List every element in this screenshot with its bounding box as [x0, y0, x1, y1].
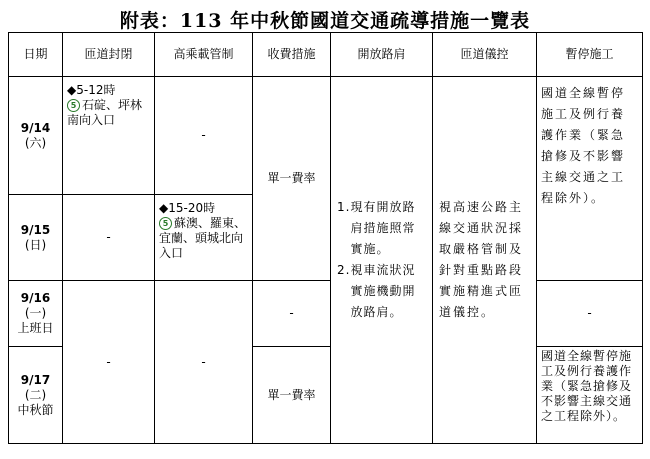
hov-time: ◆15-20時: [159, 201, 216, 215]
date-cell: [9, 77, 63, 195]
freeway-5-icon: 5: [67, 99, 80, 112]
hov-cell: -: [155, 281, 253, 444]
weekday: (一): [24, 306, 47, 320]
hov-cell: -: [155, 77, 253, 195]
ramp-metering-cell: 視高速公路主線交通狀況採取嚴格管制及針對重點路段實施精進式匝道儀控。: [433, 77, 537, 444]
day-note: 上班日: [17, 321, 54, 335]
toll-cell: 單一費率: [253, 347, 331, 444]
hov-text: 蘇澳、羅東、宜蘭、頭城北向入口: [159, 216, 247, 260]
date-cell: [9, 281, 63, 347]
shoulder-item: 2. 視車流狀況實施機動開放路肩。: [337, 263, 416, 319]
date: 9/15: [20, 222, 51, 237]
ramp-closure-cell: -: [63, 281, 155, 444]
shoulder-cell: [331, 77, 433, 444]
traffic-measures-table: [8, 32, 643, 444]
work-stop-cell: -: [537, 281, 643, 347]
table-row: [9, 77, 643, 195]
weekday: (二): [24, 387, 47, 402]
ramp-text: 石碇、坪林南向入口: [67, 98, 143, 127]
weekday: (日): [24, 237, 47, 252]
header-shoulder: 開放路肩: [331, 33, 433, 77]
header-hov-control: 高乘載管制: [155, 33, 253, 77]
header-ramp-metering: 匝道儀控: [433, 33, 537, 77]
freeway-5-icon: 5: [159, 217, 172, 230]
page-title: 附表：113 年中秋節國道交通疏導措施一覽表: [119, 10, 531, 32]
header-ramp-closure: 匝道封閉: [63, 33, 155, 77]
table-row: [9, 281, 643, 347]
ramp-time: ◆5-12時: [67, 83, 116, 97]
date: 9/16: [20, 291, 51, 305]
date-cell: [9, 347, 63, 444]
ramp-closure-cell: -: [63, 195, 155, 281]
header-date: 日期: [9, 33, 63, 77]
hov-cell: [155, 195, 253, 281]
ramp-closure-cell: [63, 77, 155, 195]
toll-cell: 單一費率: [253, 77, 331, 281]
toll-cell: -: [253, 281, 331, 347]
date: 9/14: [20, 120, 51, 135]
work-stop-cell: 國道全線暫停施工及例行養護作業（緊急搶修及不影響主線交通之工程除外）。: [537, 77, 643, 281]
day-note: 中秋節: [17, 402, 54, 417]
date-cell: [9, 195, 63, 281]
header-row: [9, 33, 643, 77]
header-toll: 收費措施: [253, 33, 331, 77]
weekday: (六): [24, 135, 47, 150]
header-work-stop: 暫停施工: [537, 33, 643, 77]
work-stop-cell: 國道全線暫停施工及例行養護作業（緊急搶修及不影響主線交通之工程除外）。: [537, 347, 643, 444]
date: 9/17: [20, 372, 51, 387]
shoulder-item: 1. 現有開放路肩措施照常實施。: [337, 200, 416, 256]
